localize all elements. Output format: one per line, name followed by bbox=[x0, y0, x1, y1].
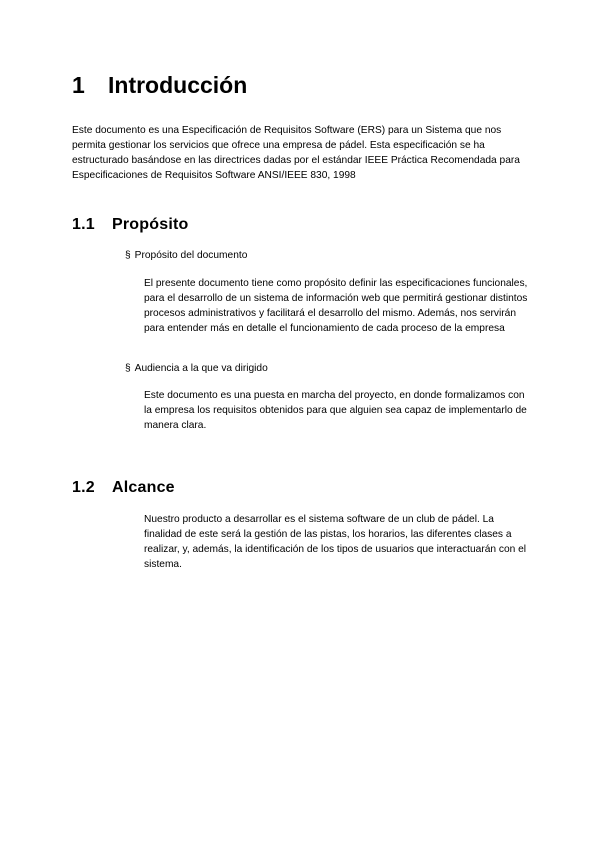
proposito-documento-paragraph: El presente documento tiene como propósito definir las especificaciones funcionales, para el desarrollo de un sistema de información web que permitirá gestionar distintos procesos administrativos y facilitará el desarrollo del mismo. Además, nos servirán para entender más en detalle el funcionamiento de cada proceso de la empresa bbox=[144, 278, 528, 334]
section-number: 1 bbox=[72, 72, 85, 98]
introduccion-paragraph: Este documento es una Especificación de Requisitos Software (ERS) para un Sistema que nos permita gestionar los servicios que ofrece una empresa de pádel. Esta especificación se ha estructurado basándose en las directrices dadas por el estándar IEEE Práctica Recomendada para Especificaciones de Requisitos Software ANSI/IEEE 830, 1998 bbox=[72, 125, 520, 181]
bullet-proposito-documento bbox=[125, 248, 247, 263]
section-heading-introduccion bbox=[72, 72, 247, 99]
bullet-marker: § bbox=[125, 250, 131, 261]
audiencia-paragraph: Este documento es una puesta en marcha del proyecto, en donde formalizamos con la empresa los requisitos obtenidos para que alguien sea capaz de implementarlo de manera clara. bbox=[144, 390, 527, 431]
section-number: 1.2 bbox=[72, 479, 95, 496]
bullet-marker: § bbox=[125, 363, 131, 374]
bullet-label: Propósito del documento bbox=[134, 250, 248, 261]
bullet-label: Audiencia a la que va dirigido bbox=[134, 363, 268, 374]
section-title: Alcance bbox=[112, 479, 175, 496]
section-number: 1.1 bbox=[72, 216, 95, 233]
alcance-paragraph: Nuestro producto a desarrollar es el sistema software de un club de pádel. La finalidad de este será la gestión de las pistas, los horarios, las diferentes clases a realizar, y, además, la identificación de los tipos de usuarios que interactuarán con el sistema. bbox=[144, 514, 527, 570]
section-title: Introducción bbox=[108, 72, 248, 98]
bullet-audiencia bbox=[125, 361, 268, 376]
section-title: Propósito bbox=[112, 216, 189, 233]
section-heading-proposito bbox=[72, 216, 188, 234]
section-heading-alcance bbox=[72, 479, 175, 497]
